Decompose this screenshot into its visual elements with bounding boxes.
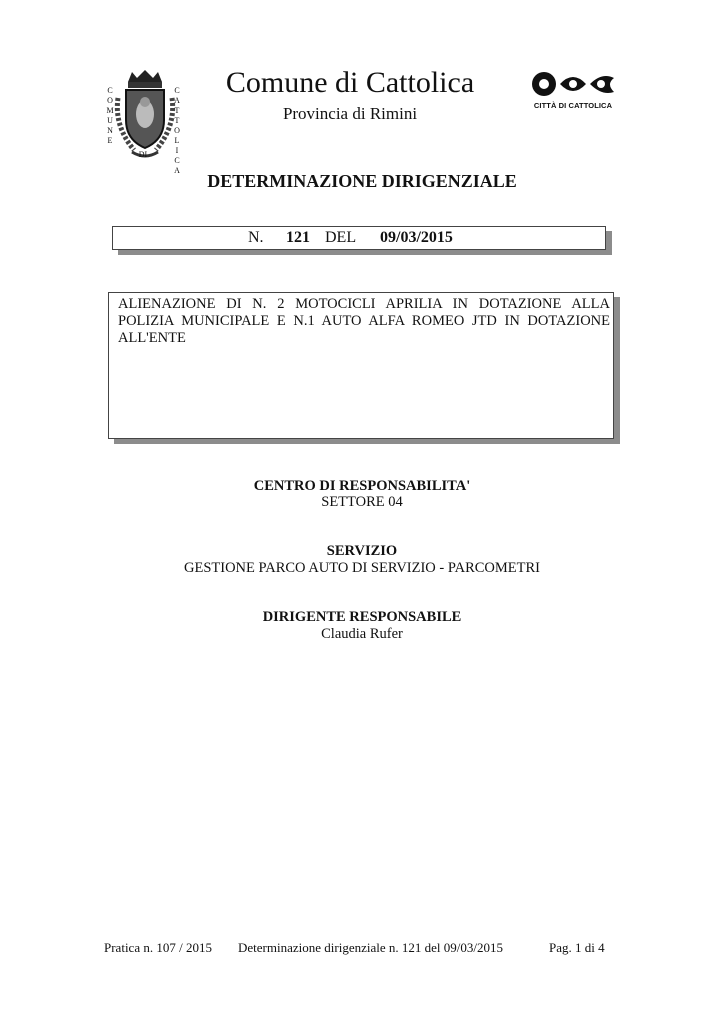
citta-di-cattolica-logo [530,70,616,98]
date-label: DEL [325,229,357,246]
crest-lettering-di: DI [138,150,148,159]
brand-caption: CITTÀ DI CATTOLICA [533,101,613,110]
footer-pratica: Pratica n. 107 / 2015 [104,940,212,955]
document-date: 09/03/2015 [380,229,453,246]
centro-responsabilita-label: CENTRO DI RESPONSABILITA' [253,478,471,494]
crest-lettering-right: C A T T O L I C A [174,86,180,175]
footer-page-number: Pag. 1 di 4 [549,940,605,955]
document-number: 121 [286,229,310,246]
page-title: Comune di Cattolica [225,66,475,99]
document-subject: ALIENAZIONE DI N. 2 MOTOCICLI APRILIA IN DOTAZIONE ALLA POLIZIA MUNICIPALE E N.1 AUTO ALFA ROMEO JTD IN DOTAZIONE ALL'ENTE [118,296,610,346]
page-subtitle: Provincia di Rimini [282,104,418,123]
document-type-heading: DETERMINAZIONE DIRIGENZIALE [207,171,517,191]
footer-determinazione: Determinazione dirigenziale n. 121 del 09/03/2015 [238,940,503,955]
crest-lettering-left: C O M U N E [106,86,114,145]
dirigente-value: Claudia Rufer [321,626,403,642]
dirigente-label: DIRIGENTE RESPONSABILE [262,609,462,625]
number-label: N. [248,229,264,246]
servizio-value: GESTIONE PARCO AUTO DI SERVIZIO - PARCOMETRI [183,560,540,576]
servizio-label: SERVIZIO [326,543,398,559]
centro-responsabilita-value: SETTORE 04 [321,494,403,510]
document-number-box [112,226,606,250]
